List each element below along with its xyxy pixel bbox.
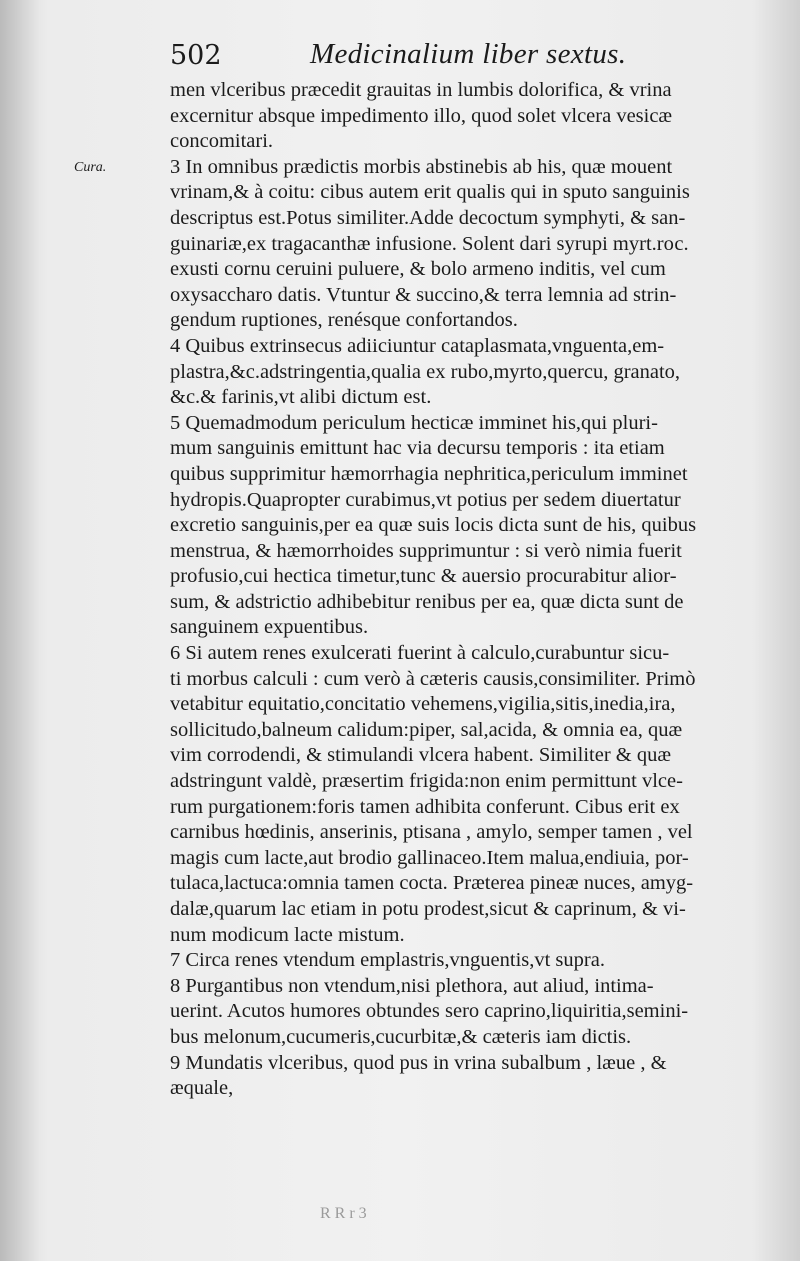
text-line: sum, & adstrictio adhibebitur renibus per ea, quæ dicta sunt de (170, 590, 684, 613)
text-line: vim corrodendi, & stimulandi vlcera habent. Similiter & quæ (170, 744, 672, 767)
text-line: dalæ,quarum lac etiam in potu prodest,sicut & caprinum, & vi- (170, 898, 686, 920)
text-line: quibus supprimitur hæmorrhagia nephritica,periculum imminet (170, 462, 688, 485)
text-line: æquale, (170, 1077, 234, 1100)
text-line: uerint. Acutos humores obtundes sero caprino,liquiritia,semini- (170, 1000, 689, 1023)
text-line: 9 Mundatis vlceribus, quod pus in vrina subalbum , læue , & (170, 1051, 667, 1074)
text-line: num modicum lacte mistum. (170, 923, 405, 946)
text-line: concomitari. (170, 130, 274, 153)
text-line: exusti cornu ceruini puluere, & bolo armeno inditis, vel cum (170, 258, 666, 281)
text-line: vetabitur equitatio,concitatio vehemens,vigilia,sitis,inedia,ira, (170, 693, 676, 716)
body-text (170, 78, 790, 1102)
text-line: carnibus hœdinis, anserinis, ptisana , amylo, semper tamen , vel (170, 821, 693, 844)
text-line: menstrua, & hæmorrhoides supprimuntur : si verò nimia fuerit (170, 539, 682, 562)
text-line: ti morbus calculi : cum verò à cæteris causis,consimiliter. Primò (170, 667, 696, 690)
text-line: excernitur absque impedimento illo, quod solet vlcera vesicæ (170, 104, 673, 127)
text-line: hydropis.Quapropter curabimus,vt potius per sedem diuertatur (170, 488, 681, 511)
text-line: sanguinem expuentibus. (170, 616, 369, 639)
text-line: profusio,cui hectica timetur,tunc & auersio procurabitur alior- (170, 565, 677, 588)
text-line: mum sanguinis emittunt hac via decursu temporis : ita etiam (170, 437, 665, 460)
signature-mark: R R r 3 (320, 1205, 367, 1222)
text-line: 5 Quemadmodum periculum hecticæ imminet his,qui pluri- (170, 411, 658, 434)
page-number: 502 (170, 40, 222, 71)
text-line: 4 Quibus extrinsecus adiiciuntur cataplasmata,vnguenta,em- (170, 334, 665, 357)
text-line: 7 Circa renes vtendum emplastris,vnguentis,vt supra. (170, 949, 605, 972)
text-line: &c.& farinis,vt alibi dictum est. (170, 386, 432, 409)
text-line: rum purgationem:foris tamen adhibita conferunt. Cibus erit ex (170, 795, 680, 818)
text-line: bus melonum,cucumeris,cucurbitæ,& cæteris iam dictis. (170, 1025, 632, 1048)
running-title: Medicinalium liber sextus. (310, 38, 627, 70)
text-line: 8 Purgantibus non vtendum,nisi plethora, aut aliud, intima- (170, 974, 654, 997)
text-line: gendum ruptiones, renésque confortandos. (170, 309, 518, 332)
text-line: 3 In omnibus prædictis morbis abstinebis ab his, quæ mouent (170, 155, 673, 178)
text-line: men vlceribus præcedit grauitas in lumbis dolorifica, & vrina (170, 79, 672, 101)
text-line: excretio sanguinis,per ea quæ suis locis dicta sunt de his, quibus (170, 514, 697, 537)
text-line: oxysaccharo datis. Vtuntur & succino,& terra lemnia ad strin- (170, 283, 677, 306)
text-line: 6 Si autem renes exulcerati fuerint à calculo,curabuntur sicu- (170, 642, 670, 665)
margin-note: Cura. (74, 160, 107, 175)
spine-shadow (0, 0, 40, 1261)
text-line: adstringunt valdè, præsertim frigida:non enim permittunt vlce- (170, 770, 683, 793)
text-line: vrinam,& à coitu: cibus autem erit qualis qui in sputo sanguinis (170, 181, 690, 204)
text-line: plastra,&c.adstringentia,qualia ex rubo,myrto,quercu, granato, (170, 360, 681, 383)
text-line: descriptus est.Potus similiter.Adde decoctum symphyti, & san- (170, 206, 686, 229)
page-header (170, 36, 730, 76)
text-line: guinariæ,ex tragacanthæ infusione. Solent dari syrupi myrt.rос. (170, 232, 689, 255)
text-line: sollicitudo,balneum calidum:piper, sal,acida, & omnia ea, quæ (170, 718, 683, 741)
text-line: magis cum lacte,aut brodio gallinaceo.Item malua,endiuia, por- (170, 846, 689, 869)
text-line: tulaca,lactuca:omnia tamen cocta. Præterea pineæ nuces, amyg- (170, 872, 694, 895)
